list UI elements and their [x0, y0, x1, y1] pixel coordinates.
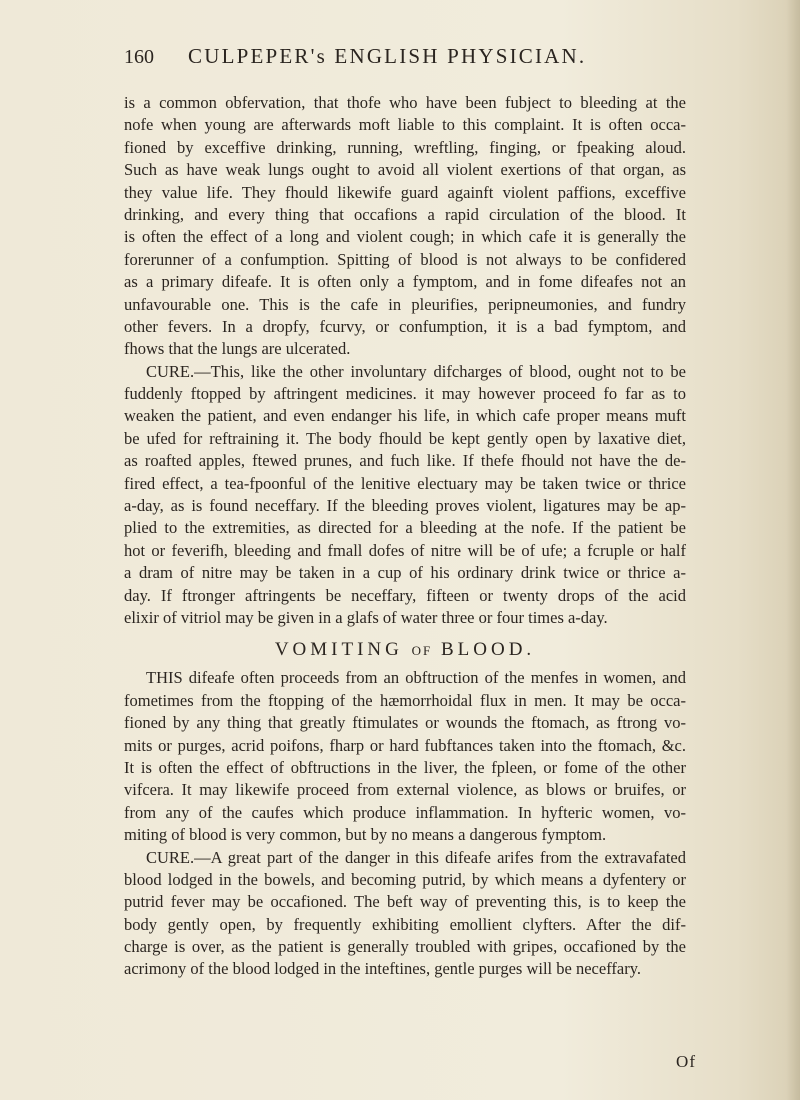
heading-word-of: OF — [411, 643, 433, 659]
text-line: is often the effect of a long and violent cough; in which cafe it is generally the — [124, 227, 686, 247]
text-line: as roafted apples, ftewed prunes, and fuch like. If thefe fhould not have the de- — [124, 451, 686, 471]
catchword: Of — [676, 1052, 696, 1071]
page-number: 160 — [124, 46, 154, 68]
paragraph-cure-vomiting — [124, 847, 686, 981]
paragraph-spitting-blood — [124, 92, 686, 361]
text-line: fuddenly ftopped by aftringent medicines. it may however proceed fo far as to — [124, 384, 686, 404]
text-line: unfavourable one. This is the cafe in pleurifies, peripneumonies, and fundry — [124, 294, 686, 314]
text-line: mits or purges, acrid poifons, fharp or hard fubftances taken into the ftomach, &c. — [124, 735, 686, 755]
running-title: CULPEPER's ENGLISH PHYSICIAN. — [188, 44, 587, 68]
text-line: be ufed for reftraining it. The body fhould be kept gently open by laxative diet, — [124, 428, 686, 448]
text-line: CURE.—A great part of the danger in this difeafe arifes from the extravafated — [146, 847, 686, 867]
text-line: fometimes from the ftopping of the hæmorrhoidal flux in men. It may be occa- — [124, 690, 686, 710]
text-line: weaken the patient, and even endanger his life, in which cafe proper means muft — [124, 406, 686, 426]
text-line: blood lodged in the bowels, and becoming putrid, by which means a dyfentery or — [124, 869, 686, 889]
text-line: as a primary difeafe. It is often only a fymptom, and in fome difeafes not an — [124, 272, 686, 292]
text-line: fhows that the lungs are ulcerated. — [124, 339, 351, 359]
page-edge-shadow — [786, 0, 800, 1100]
text-line: putrid fever may be occafioned. The beft way of preventing this, is to keep the — [124, 892, 686, 912]
paragraph-cure-spitting — [124, 361, 686, 630]
text-line: drinking, and every thing that occafions a rapid circulation of the blood. It — [124, 204, 686, 224]
page-text — [124, 92, 686, 981]
text-line: day. If ftronger aftringents be neceffary, fifteen or twenty drops of the acid — [124, 585, 686, 605]
text-line: forerunner of a confumption. Spitting of blood is not always to be confidered — [124, 249, 686, 269]
section-heading-vomiting-of-blood — [124, 633, 686, 667]
text-line: charge is over, as the patient is generally troubled with gripes, occafioned by the — [124, 937, 686, 957]
text-line: It is often the effect of obftructions in the liver, the fpleen, or fome of the other — [124, 757, 686, 777]
text-line: vifcera. It may likewife proceed from external violence, as blows or bruifes, or — [124, 780, 686, 800]
text-line: hot or feverifh, bleeding and fmall dofes of nitre will be of ufe; a fcruple or half — [124, 540, 686, 560]
text-line: elixir of vitriol may be given in a glafs of water three or four times a-day. — [124, 607, 608, 627]
heading-word-blood: BLOOD. — [440, 639, 536, 661]
text-line: other fevers. In a dropfy, fcurvy, or confumption, it is a bad fymptom, and — [124, 316, 686, 336]
text-line: a dram of nitre may be taken in a cup of his ordinary drink twice or thrice a- — [124, 563, 686, 583]
text-line: body gently open, by frequently exhibiting emollient clyfters. After the dif- — [124, 914, 686, 934]
paragraph-vomiting-blood — [124, 667, 686, 846]
text-line: plied to the extremities, as directed for a bleeding at the nofe. If the patient be — [124, 518, 686, 538]
text-line: CURE.—This, like the other involuntary difcharges of blood, ought not to be — [146, 361, 686, 381]
text-line: nofe when young are afterwards moft liable to this complaint. It is often occa- — [124, 115, 686, 135]
text-line: miting of blood is very common, but by no means a dangerous fymptom. — [124, 825, 607, 845]
text-line: Such as have weak lungs ought to avoid all violent exertions of that organ, as — [124, 160, 686, 180]
text-line: acrimony of the blood lodged in the inteftines, gentle purges will be neceffary. — [124, 959, 642, 979]
text-line: fioned by any thing that greatly ftimulates or wounds the ftomach, as ftrong vo- — [124, 713, 686, 733]
text-line: fired effect, a tea-fpoonful of the lenitive electuary may be taken twice or thrice — [124, 473, 686, 493]
text-line: a-day, as is found neceffary. If the bleeding proves violent, ligatures may be ap- — [124, 496, 686, 516]
text-line: they value life. They fhould likewife guard againft violent paffions, exceffive — [124, 182, 686, 202]
running-header — [124, 44, 724, 78]
text-line: is a common obfervation, that thofe who have been fubject to bleeding at the — [124, 93, 686, 112]
text-line: fioned by exceffive drinking, running, wreftling, finging, or fpeaking aloud. — [124, 137, 686, 157]
heading-word-vomiting: VOMITING — [274, 639, 403, 661]
text-line: THIS difeafe often proceeds from an obftruction of the menfes in women, and — [146, 668, 686, 688]
text-line: from any of the caufes which produce inflammation. In hyfteric women, vo- — [124, 802, 686, 822]
